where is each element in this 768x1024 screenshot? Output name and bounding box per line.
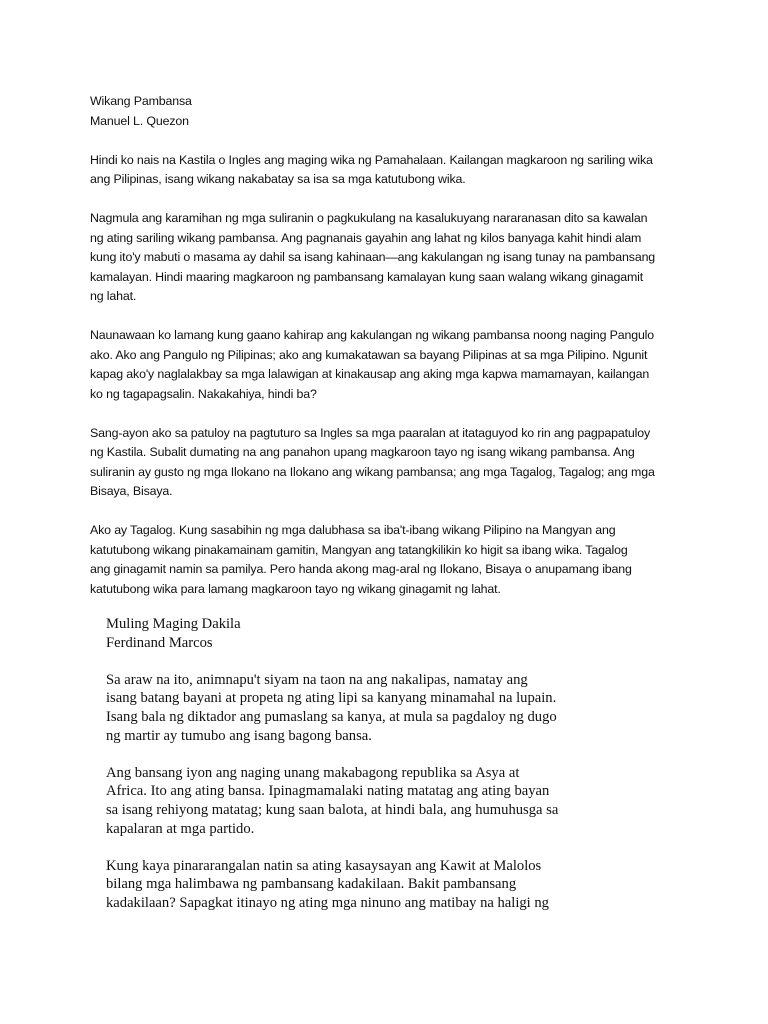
paragraph [90,151,690,190]
text-line: Kung kaya pinararangalan natin sa ating kasaysayan ang Kawit at Malolos [106,857,542,874]
text-line: Hindi ko nais na Kastila o Ingles ang maging wika ng Pamahalaan. Kailangan magkaroon ng sariling wika [90,152,653,167]
text-line: kamalayan. Hindi maaring magkaroon ng pambansang kamalayan kung saan walang wikang ginagamit [90,269,644,284]
text-line: ng ating sariling wikang pambansa. Ang pagnanais gayahin ang lahat ng kilos banyaga kahit hindi alam [90,230,642,245]
text-line: Ang bansang iyon ang naging unang makabagong republika sa Asya at [106,764,520,781]
text-line: ng Kastila. Subalit dumating na ang panahon upang magkaroon tayo ng isang wikang pambansa. Ang [90,445,635,459]
text-line: bilang mga halimbawa ng pambansang kadakilaan. Bakit pambansang [106,876,517,893]
text-line: suliranin ay gusto ng mga Ilokano na Ilokano ang wikang pambansa; ang mga Tagalog, Tagalog; ang mga [90,464,655,479]
excerpt-muling-maging-dakila [106,615,666,913]
text-line: Nagmula ang karamihan ng mga suliranin o pagkukulang na kasalukuyang nararanasan dito sa kawalan [90,211,648,225]
excerpt-title: Muling Maging Dakila [106,616,241,632]
text-line: ko ng tagapagsalin. Nakakahiya, hindi ba? [90,386,317,401]
paragraph [106,764,666,838]
text-line: ng martir ay tumubo ang isang bagong bansa. [106,727,372,744]
text-line: Naunawaan ko lamang kung gaano kahirap ang kakulangan ng wikang pambansa noong naging Pangulo [90,328,655,342]
paragraph [106,671,666,745]
text-line: kung ito'y mabuti o masama ay dahil sa isang kahinaan—ang kakulangan ng isang tunay na pambansang [90,250,656,264]
text-line: ang Pilipinas, isang wikang nakabatay sa isa sa mga katutubong wika. [90,172,466,186]
text-line: ako. Ako ang Pangulo ng Pilipinas; ako ang kumakatawan sa bayang Pilipinas at sa mga Pilipino. Ngunit [90,347,648,362]
text-line: kapalaran at mga partido. [106,820,255,837]
excerpt-author: Ferdinand Marcos [106,634,213,651]
text-line: Sang-ayon ako sa patuloy na pagtuturo sa Ingles sa mga paaralan at itataguyod ko rin ang pagpapatuloy [90,425,651,440]
text-line: Sa araw na ito, animnapu't siyam na taon na ang nakalipas, namatay ang [106,671,528,688]
text-line: Africa. Ito ang ating bansa. Ipinagmamalaki nating matatag ang ating bayan [106,783,550,800]
text-line: Isang bala ng diktador ang pumaslang sa kanya, at mula sa pagdaloy ng dugo [106,708,557,725]
text-line: Bisaya, Bisaya. [90,484,173,498]
text-line: katutubong wika para lamang magkaroon tayo ng wikang ginagamit ng lahat. [90,581,501,596]
excerpt-title: Wikang Pambansa [90,94,192,108]
text-line: Ako ay Tagalog. Kung sasabihin ng mga dalubhasa sa iba't-ibang wikang Pilipino na Mangyan ang [90,523,616,537]
excerpt-author: Manuel L. Quezon [90,113,189,128]
paragraph [90,209,690,307]
text-line: ang ginagamit namin sa pamilya. Pero handa akong mag-aral ng Ilokano, Bisaya o anupamang ibang [90,562,632,576]
excerpt-wikang-pambansa [90,92,690,599]
paragraph [90,326,690,404]
paragraph [90,521,690,599]
paragraph [106,857,666,913]
paragraph [90,424,690,502]
text-line: sa isang rehiyong matatag; kung saan balota, at hindi bala, ang humuhusga sa [106,801,559,818]
text-line: isang batang bayani at propeta ng ating lipi sa kanyang minamahal na lupain. [106,690,557,707]
text-line: kapag ako'y naglalakbay sa mga lalawigan at kinakausap ang aking mga kapwa mamamayan, kailangan [90,367,650,381]
text-line: katutubong wikang pinakamainam gamitin, Mangyan ang tatangkilikin ko higit sa ibang wika. Tagalog [90,542,628,557]
text-line: ng lahat. [90,289,137,303]
text-line: kadakilaan? Sapagkat itinayo ng ating mga ninuno ang matibay na haligi ng [106,894,549,911]
